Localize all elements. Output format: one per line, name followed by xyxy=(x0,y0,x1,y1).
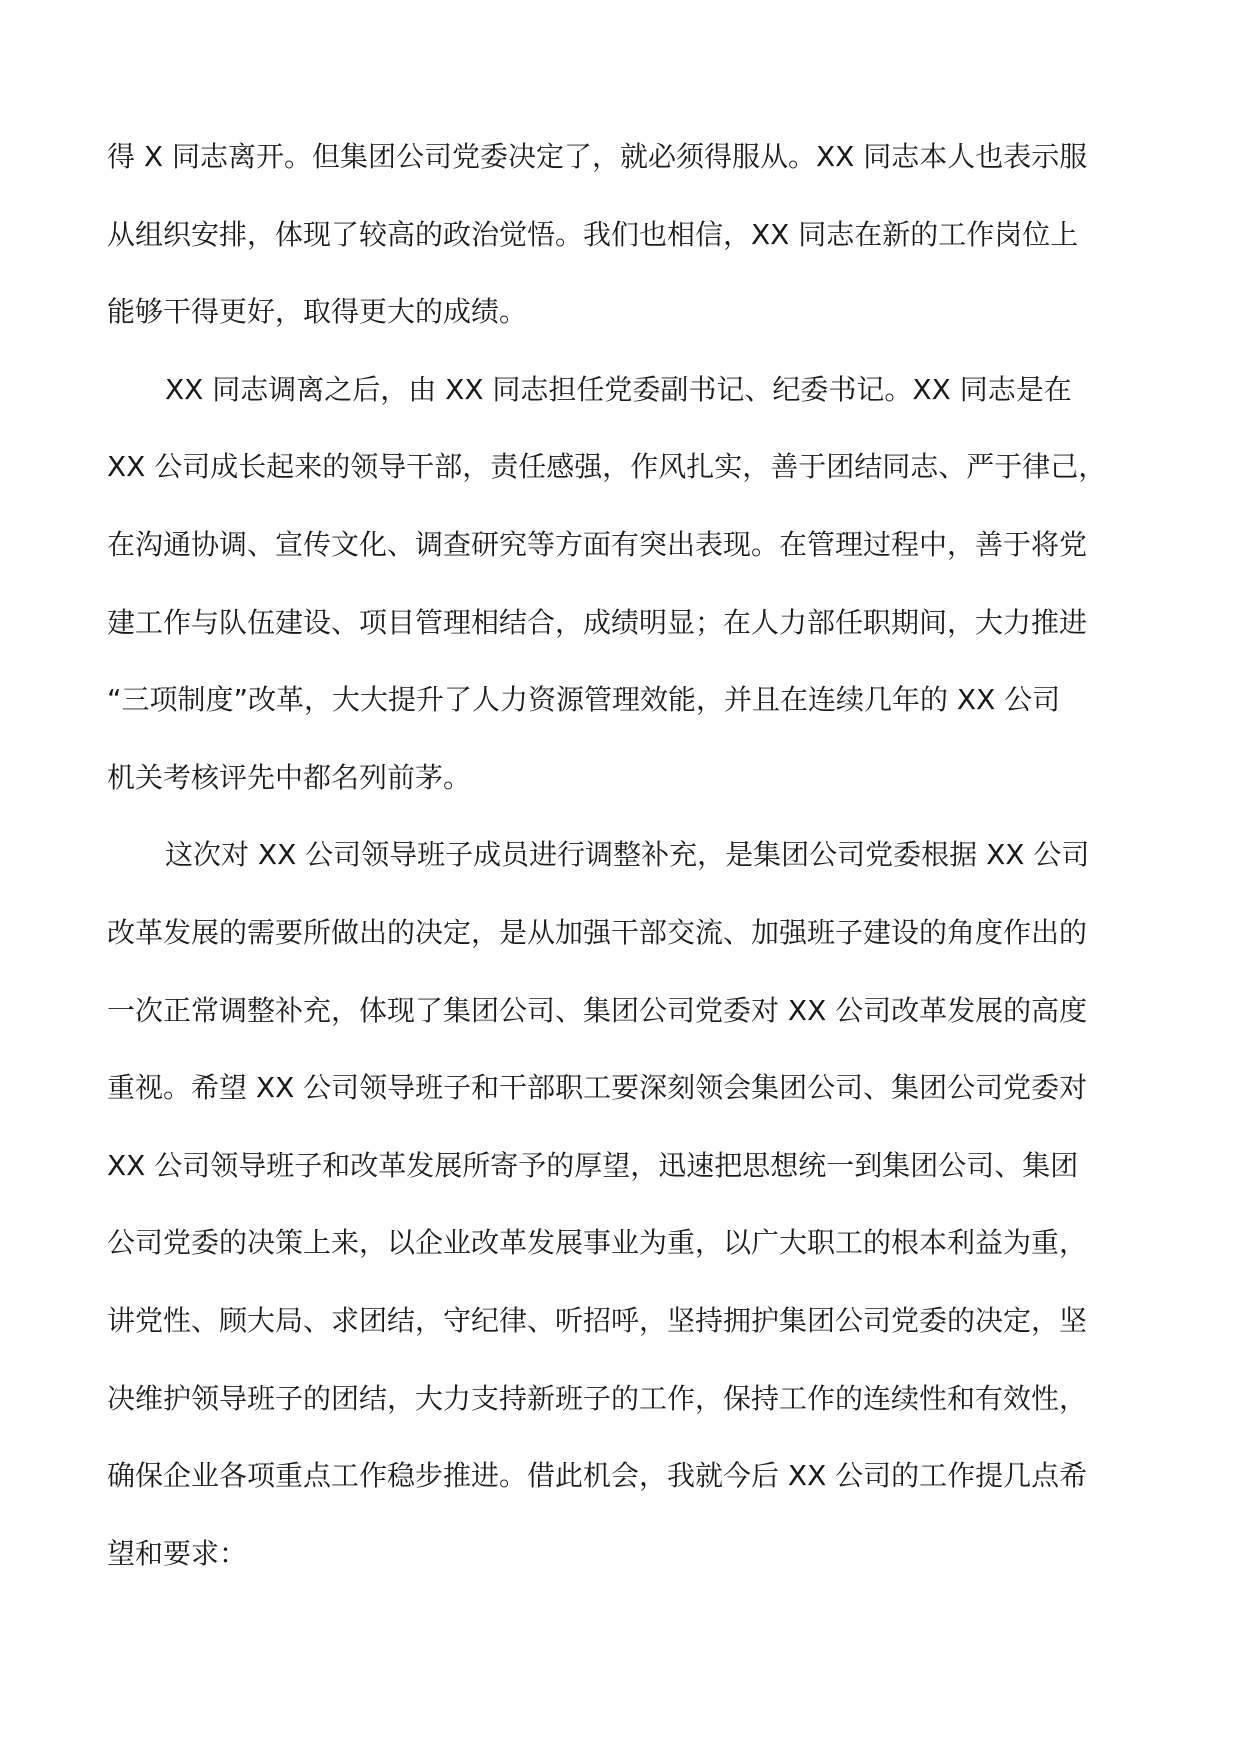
paragraph-2 xyxy=(107,351,1137,817)
text-line: 公司党委的决策上来，以企业改革发展事业为重，以广大职工的根本利益为重， xyxy=(107,1226,1088,1260)
document-body xyxy=(107,118,1137,1592)
text-line: 讲党性、顾大局、求团结，守纪律、听招呼，坚持拥护集团公司党委的决定，坚 xyxy=(107,1303,1088,1337)
text-line: 这次对 XX 公司领导班子成员进行调整补充，是集团公司党委根据 XX 公司 xyxy=(165,838,1090,872)
text-line: 能够干得更好，取得更大的成绩。 xyxy=(107,295,528,329)
text-line: “三项制度”改革，大大提升了人力资源管理效能，并且在连续几年的 XX 公司 xyxy=(107,683,1061,717)
text-line: 一次正常调整补充，体现了集团公司、集团公司党委对 XX 公司改革发展的高度 xyxy=(107,993,1088,1027)
text-line: 建工作与队伍建设、项目管理相结合，成绩明显；在人力部任职期间，大力推进 xyxy=(107,605,1088,639)
paragraph-3 xyxy=(107,816,1137,1592)
text-line: 得 X 同志离开。但集团公司党委决定了，就必须得服从。XX 同志本人也表示服 xyxy=(107,140,1088,173)
text-line: XX 同志调离之后，由 XX 同志担任党委副书记、纪委书记。XX 同志是在 xyxy=(165,372,1072,406)
text-line: 重视。希望 XX 公司领导班子和干部职工要深刻领会集团公司、集团公司党委对 xyxy=(107,1071,1088,1105)
text-line: 确保企业各项重点工作稳步推进。借此机会，我就今后 XX 公司的工作提几点希 xyxy=(107,1459,1088,1493)
text-line: XX 公司领导班子和改革发展所寄予的厚望，迅速把思想统一到集团公司、集团 xyxy=(107,1148,1079,1182)
text-line: XX 公司成长起来的领导干部，责任感强，作风扎实，善于团结同志、严于律己， xyxy=(107,450,1107,484)
text-line: 在沟通协调、宣传文化、调查研究等方面有突出表现。在管理过程中，善于将党 xyxy=(107,527,1088,561)
text-line: 望和要求： xyxy=(107,1536,248,1570)
paragraph-1 xyxy=(107,118,1137,351)
text-line: 决维护领导班子的团结，大力支持新班子的工作，保持工作的连续性和有效性， xyxy=(107,1381,1088,1415)
text-line: 改革发展的需要所做出的决定，是从加强干部交流、加强班子建设的角度作出的 xyxy=(107,915,1088,949)
text-line: 从组织安排，体现了较高的政治觉悟。我们也相信，XX 同志在新的工作岗位上 xyxy=(107,217,1079,251)
text-line: 机关考核评先中都名列前茅。 xyxy=(107,760,472,794)
